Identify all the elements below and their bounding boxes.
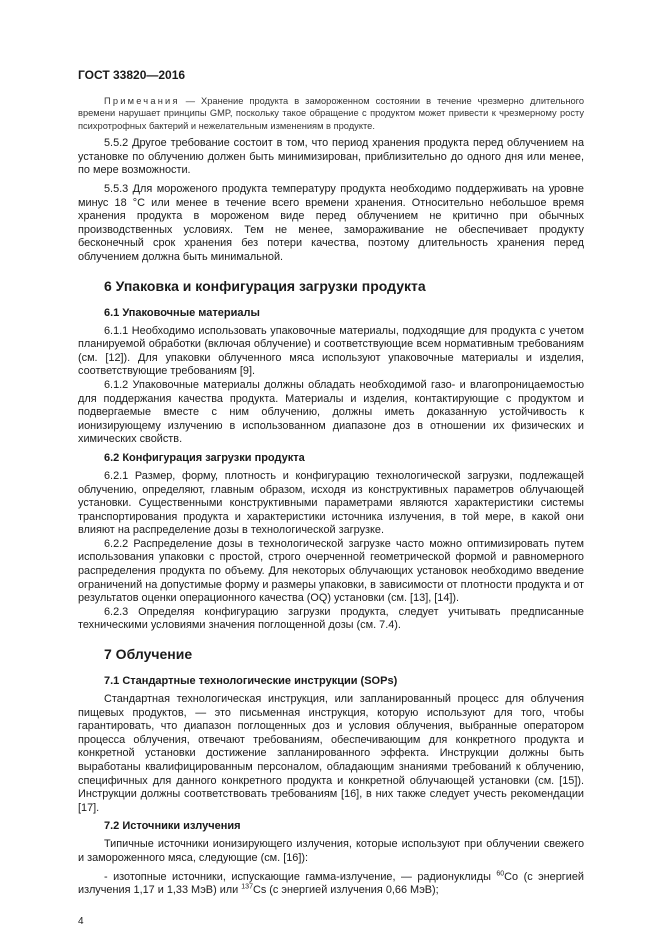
paragraph-6-1-2: 6.1.2 Упаковочные материалы должны обладать необходимой газо- и влагопроницаемостью для поддержания качества продукта. Материалы и изделия, контактирующие с продуктом и подвергаемые вместе с ним облучению, должны иметь доказанную устойчивость к ионизирующему излучению в использованном диапазоне доз в отношении их физических и химических свойств. xyxy=(78,378,584,446)
paragraph-6-2-3: 6.2.3 Определяя конфигурацию загрузки продукта, следует учитывать предписанные техническими условиями значения поглощенной дозы (см. 7.4). xyxy=(78,605,584,632)
paragraph-6-1-1: 6.1.1 Необходимо использовать упаковочные материалы, подходящие для продукта с учетом планируемой обработки (включая облучение) и соответствующие всем нормативным требованиям (см. [12]). Для упаковки облученного мяса используют упаковочные материалы и изделия, соответствующие требованиям [9]. xyxy=(78,324,584,378)
note-text: — Хранение продукта в замороженном состоянии в течение чрезмерно длительного времени нарушает принципы GMP, поскольку такое обращение с продуктом может привести к чрезмерному росту психротрофных бактерий и нежелательным изменениям в продукте. xyxy=(78,96,584,131)
document-page xyxy=(78,0,584,948)
section-6-heading: 6 Упаковка и конфигурация загрузки продукта xyxy=(104,277,426,294)
note-lead: Примечания xyxy=(104,96,180,106)
paragraph-6-2-2: 6.2.2 Распределение дозы в технологической загрузке часто можно оптимизировать путем использования упаковки с простой, строго очерченной геометрической формой и равномерного распределения продукта по объему. Для некоторых облучающих установок необходимо введение ограничений на допустимые форму и размеры упаковки, в зависимости от плотности продукта и от результатов оценки операционного качества (OQ) установки (см. [13], [14]). xyxy=(78,537,584,605)
section-6-2-heading: 6.2 Конфигурация загрузки продукта xyxy=(104,451,305,464)
bullet-text: - изотопные источники, испускающие гамма-излучение, — радионуклиды xyxy=(104,870,497,883)
document-header: ГОСТ 33820—2016 xyxy=(78,68,186,82)
section-7-heading: 7 Облучение xyxy=(104,646,193,663)
paragraph-6-2-1: 6.2.1 Размер, форму, плотность и конфигурацию технологической загрузки, подлежащей облучению, определяют, главным образом, исходя из конструктивных параметров облучающей установки. Существенными конструктивными параметрами являются характеристики системы транспортирования продукта и характеристики источника излучения, в той мере, в какой они влияют на распределение дозы в технологической загрузке. xyxy=(78,469,584,537)
isotope-mass-co: 60 xyxy=(496,869,505,877)
section-7-2-heading: 7.2 Источники излучения xyxy=(104,820,241,833)
isotope-mass-cs: 137 xyxy=(241,883,253,891)
paragraph-5-5-2: 5.5.2 Другое требование состоит в том, что период хранения продукта перед облучением на установке по облучению должен быть минимизирован, приблизительно до одного дня или менее, по мере возможности. xyxy=(78,137,584,177)
section-6-1-heading: 6.1 Упаковочные материалы xyxy=(104,306,260,319)
page-number: 4 xyxy=(78,915,84,927)
bullet-isotope-sources xyxy=(78,871,584,898)
paragraph-7-1: Стандартная технологическая инструкция, или запланированный процесс для облучения пищевых продуктов, — это письменная инструкция, которую используют для того, чтобы гарантировать, что диапазон поглощенных доз и условия облучения, выбранные оператором процесса облучения, отвечают требованиям, обеспечивающим для конкретного продукта и конкретной установки достижение запланированного эффекта. Инструкции должны быть выработаны квалифицированным персоналом, обладающим знаниями требований к облучению, специфичных для данного конкретного продукта и конкретной облучающей установки (см. [15]). Инструкции должны соответствовать требованиям [16], в них также следует учесть рекомендации [17]. xyxy=(78,693,584,814)
bullet-text: Cs (с энергией излучения 0,66 МэВ); xyxy=(252,884,439,897)
section-7-1-heading: 7.1 Стандартные технологические инструкции (SOPs) xyxy=(104,675,398,688)
paragraph-5-5-3: 5.5.3 Для мороженого продукта температуру продукта необходимо поддерживать на уровне минус 18 °С или менее в течение всего времени хранения. Относительно небольшое время хранения продукта в мороженом виде перед облучением не критично при обычных производственных условиях. Тем не менее, замораживание не обеспечивает продукту бесконечный срок хранения без потери качества, поэтому длительность хранения перед облучением должна быть минимальной. xyxy=(78,183,584,263)
bullet-text: Co (с энергией излучения 1,17 и 1,33 МэВ) или xyxy=(78,870,584,897)
note xyxy=(78,95,584,132)
paragraph-7-2: Типичные источники ионизирующего излучения, которые используют при облучении свежего и замороженного мяса, следующие (см. [16]): xyxy=(78,838,584,864)
